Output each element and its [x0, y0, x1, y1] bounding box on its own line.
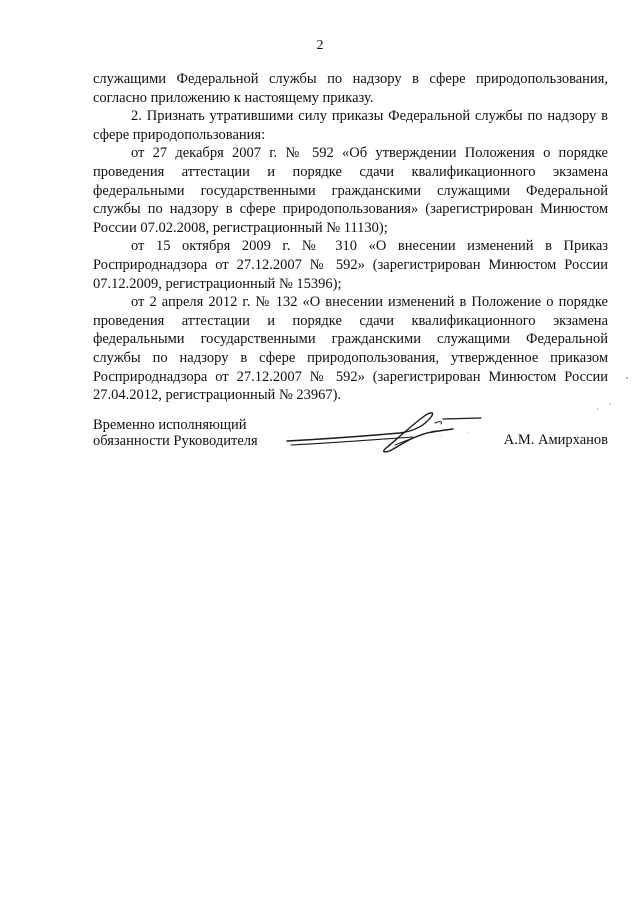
page-number: 2 [316, 38, 324, 53]
handwritten-signature [285, 409, 485, 457]
paragraph-item-2: 2. Признать утратившими силу приказы Федеральной службы по надзору в сфере природопользования: [93, 108, 608, 143]
signatory-title [93, 417, 258, 449]
paragraph-order-310: от 15 октября 2009 г. № 310 «О внесении изменений в Приказ Росприроднадзора от 27.12.2007 № 592» (зарегистрирован Минюстом России 07.12.2009, регистрационный № 15396); [93, 238, 608, 292]
signatory-name: А.М. Амирханов [503, 432, 608, 448]
signatory-title-line-1: Временно исполняющий [93, 417, 247, 433]
paragraph-continuation: служащими Федеральной службы по надзору в сфере природопользования, согласно приложению к настоящему приказу. [93, 71, 608, 106]
signature-block [93, 417, 608, 467]
paragraph-order-592: от 27 декабря 2007 г. № 592 «Об утверждении Положения о порядке проведения аттестации и порядке сдачи квалификационного экзамена федеральными государственными гражданскими служащими Федеральной службы по надзору в сфере природопользования» (зарегистрирован Минюстом России 07.02.2008, регистрационный № 11130); [93, 145, 608, 236]
signatory-title-line-2: обязанности Руководителя [93, 433, 258, 449]
paragraph-order-132: от 2 апреля 2012 г. № 132 «О внесении изменений в Положение о порядке проведения аттестации и порядке сдачи квалификационного экзамена федеральными государственными гражданскими служащими Федеральной службы по надзору в сфере природопользования, утвержденное приказом Росприроднадзора от 27.12.2007 № 592» (зарегистрирован Минюстом России 27.04.2012, регистрационный № 23967). [93, 294, 608, 404]
document-body [93, 70, 608, 405]
